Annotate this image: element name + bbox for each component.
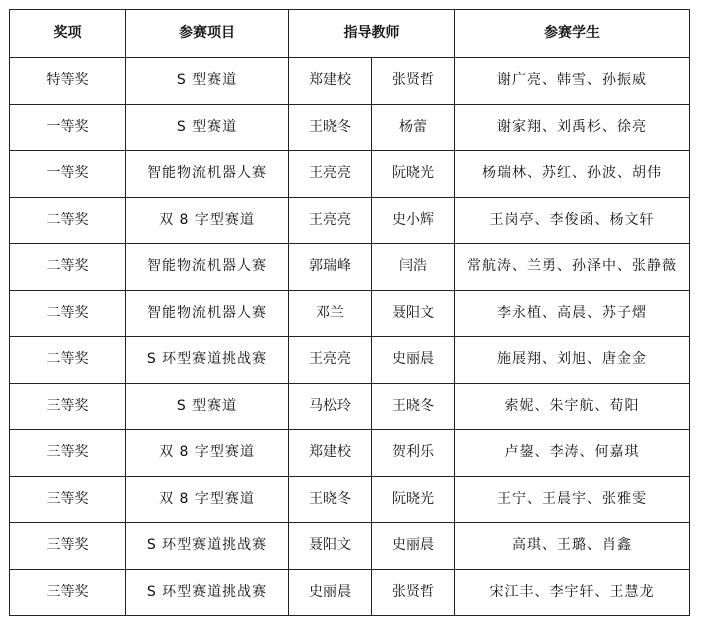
students-cell: 施展翔、刘旭、唐金金 [455, 337, 690, 384]
project-cell: 双 8 字型赛道 [126, 476, 289, 523]
teacher-cell: 张贤哲 [372, 569, 455, 616]
project-cell: S 环型赛道挑战赛 [126, 523, 289, 570]
award-cell: 三等奖 [10, 569, 126, 616]
students-cell: 谢家翔、刘禹杉、徐亮 [455, 104, 690, 151]
project-cell: S 环型赛道挑战赛 [126, 569, 289, 616]
teacher-cell: 史丽晨 [372, 523, 455, 570]
award-cell: 二等奖 [10, 197, 126, 244]
project-cell: S 型赛道 [126, 104, 289, 151]
award-cell: 二等奖 [10, 244, 126, 291]
teacher-cell: 王亮亮 [289, 197, 372, 244]
teacher-cell: 史小辉 [372, 197, 455, 244]
students-cell: 高琪、王璐、肖鑫 [455, 523, 690, 570]
students-cell: 索妮、朱宇航、荀阳 [455, 383, 690, 430]
awards-table [9, 9, 690, 616]
table-row [10, 337, 690, 384]
table-row [10, 523, 690, 570]
award-cell: 一等奖 [10, 151, 126, 198]
table-row [10, 383, 690, 430]
award-cell: 二等奖 [10, 290, 126, 337]
teacher-cell: 史丽晨 [372, 337, 455, 384]
project-cell: S 型赛道 [126, 58, 289, 105]
teacher-cell: 王晓冬 [372, 383, 455, 430]
table-row [10, 104, 690, 151]
header-project: 参赛项目 [126, 10, 289, 58]
teacher-cell: 史丽晨 [289, 569, 372, 616]
teacher-cell: 邓兰 [289, 290, 372, 337]
teacher-cell: 王晓冬 [289, 104, 372, 151]
award-cell: 三等奖 [10, 430, 126, 477]
teacher-cell: 郭瑞峰 [289, 244, 372, 291]
project-cell: 智能物流机器人赛 [126, 244, 289, 291]
award-cell: 特等奖 [10, 58, 126, 105]
teacher-cell: 聂阳文 [372, 290, 455, 337]
table-row [10, 476, 690, 523]
teacher-cell: 聂阳文 [289, 523, 372, 570]
table-header [10, 10, 690, 58]
students-cell: 李永植、高晨、苏子熠 [455, 290, 690, 337]
teacher-cell: 王亮亮 [289, 151, 372, 198]
project-cell: S 环型赛道挑战赛 [126, 337, 289, 384]
teacher-cell: 闫浩 [372, 244, 455, 291]
project-cell: 双 8 字型赛道 [126, 430, 289, 477]
award-cell: 三等奖 [10, 523, 126, 570]
students-cell: 王宁、王晨宇、张雅雯 [455, 476, 690, 523]
teacher-cell: 王亮亮 [289, 337, 372, 384]
table-row [10, 430, 690, 477]
header-students: 参赛学生 [455, 10, 690, 58]
teacher-cell: 阮晓光 [372, 476, 455, 523]
students-cell: 卢鋆、李涛、何嘉琪 [455, 430, 690, 477]
table-row [10, 290, 690, 337]
students-cell: 常航涛、兰勇、孙泽中、张静薇 [455, 244, 690, 291]
students-cell: 王岗亭、李俊函、杨文轩 [455, 197, 690, 244]
teacher-cell: 郑建校 [289, 58, 372, 105]
table-body [10, 58, 690, 616]
project-cell: S 型赛道 [126, 383, 289, 430]
teacher-cell: 阮晓光 [372, 151, 455, 198]
teacher-cell: 郑建校 [289, 430, 372, 477]
project-cell: 智能物流机器人赛 [126, 290, 289, 337]
header-row [10, 10, 690, 58]
students-cell: 宋江丰、李宇轩、王慧龙 [455, 569, 690, 616]
table-row [10, 569, 690, 616]
teacher-cell: 杨蕾 [372, 104, 455, 151]
teacher-cell: 马松玲 [289, 383, 372, 430]
project-cell: 智能物流机器人赛 [126, 151, 289, 198]
award-cell: 二等奖 [10, 337, 126, 384]
table-row [10, 58, 690, 105]
table-row [10, 151, 690, 198]
teacher-cell: 王晓冬 [289, 476, 372, 523]
teacher-cell: 张贤哲 [372, 58, 455, 105]
award-cell: 三等奖 [10, 383, 126, 430]
award-cell: 三等奖 [10, 476, 126, 523]
table-row [10, 244, 690, 291]
award-cell: 一等奖 [10, 104, 126, 151]
project-cell: 双 8 字型赛道 [126, 197, 289, 244]
header-teachers: 指导教师 [289, 10, 455, 58]
header-award: 奖项 [10, 10, 126, 58]
table-row [10, 197, 690, 244]
teacher-cell: 贺利乐 [372, 430, 455, 477]
students-cell: 杨瑞林、苏红、孙波、胡伟 [455, 151, 690, 198]
students-cell: 谢广亮、韩雪、孙振威 [455, 58, 690, 105]
